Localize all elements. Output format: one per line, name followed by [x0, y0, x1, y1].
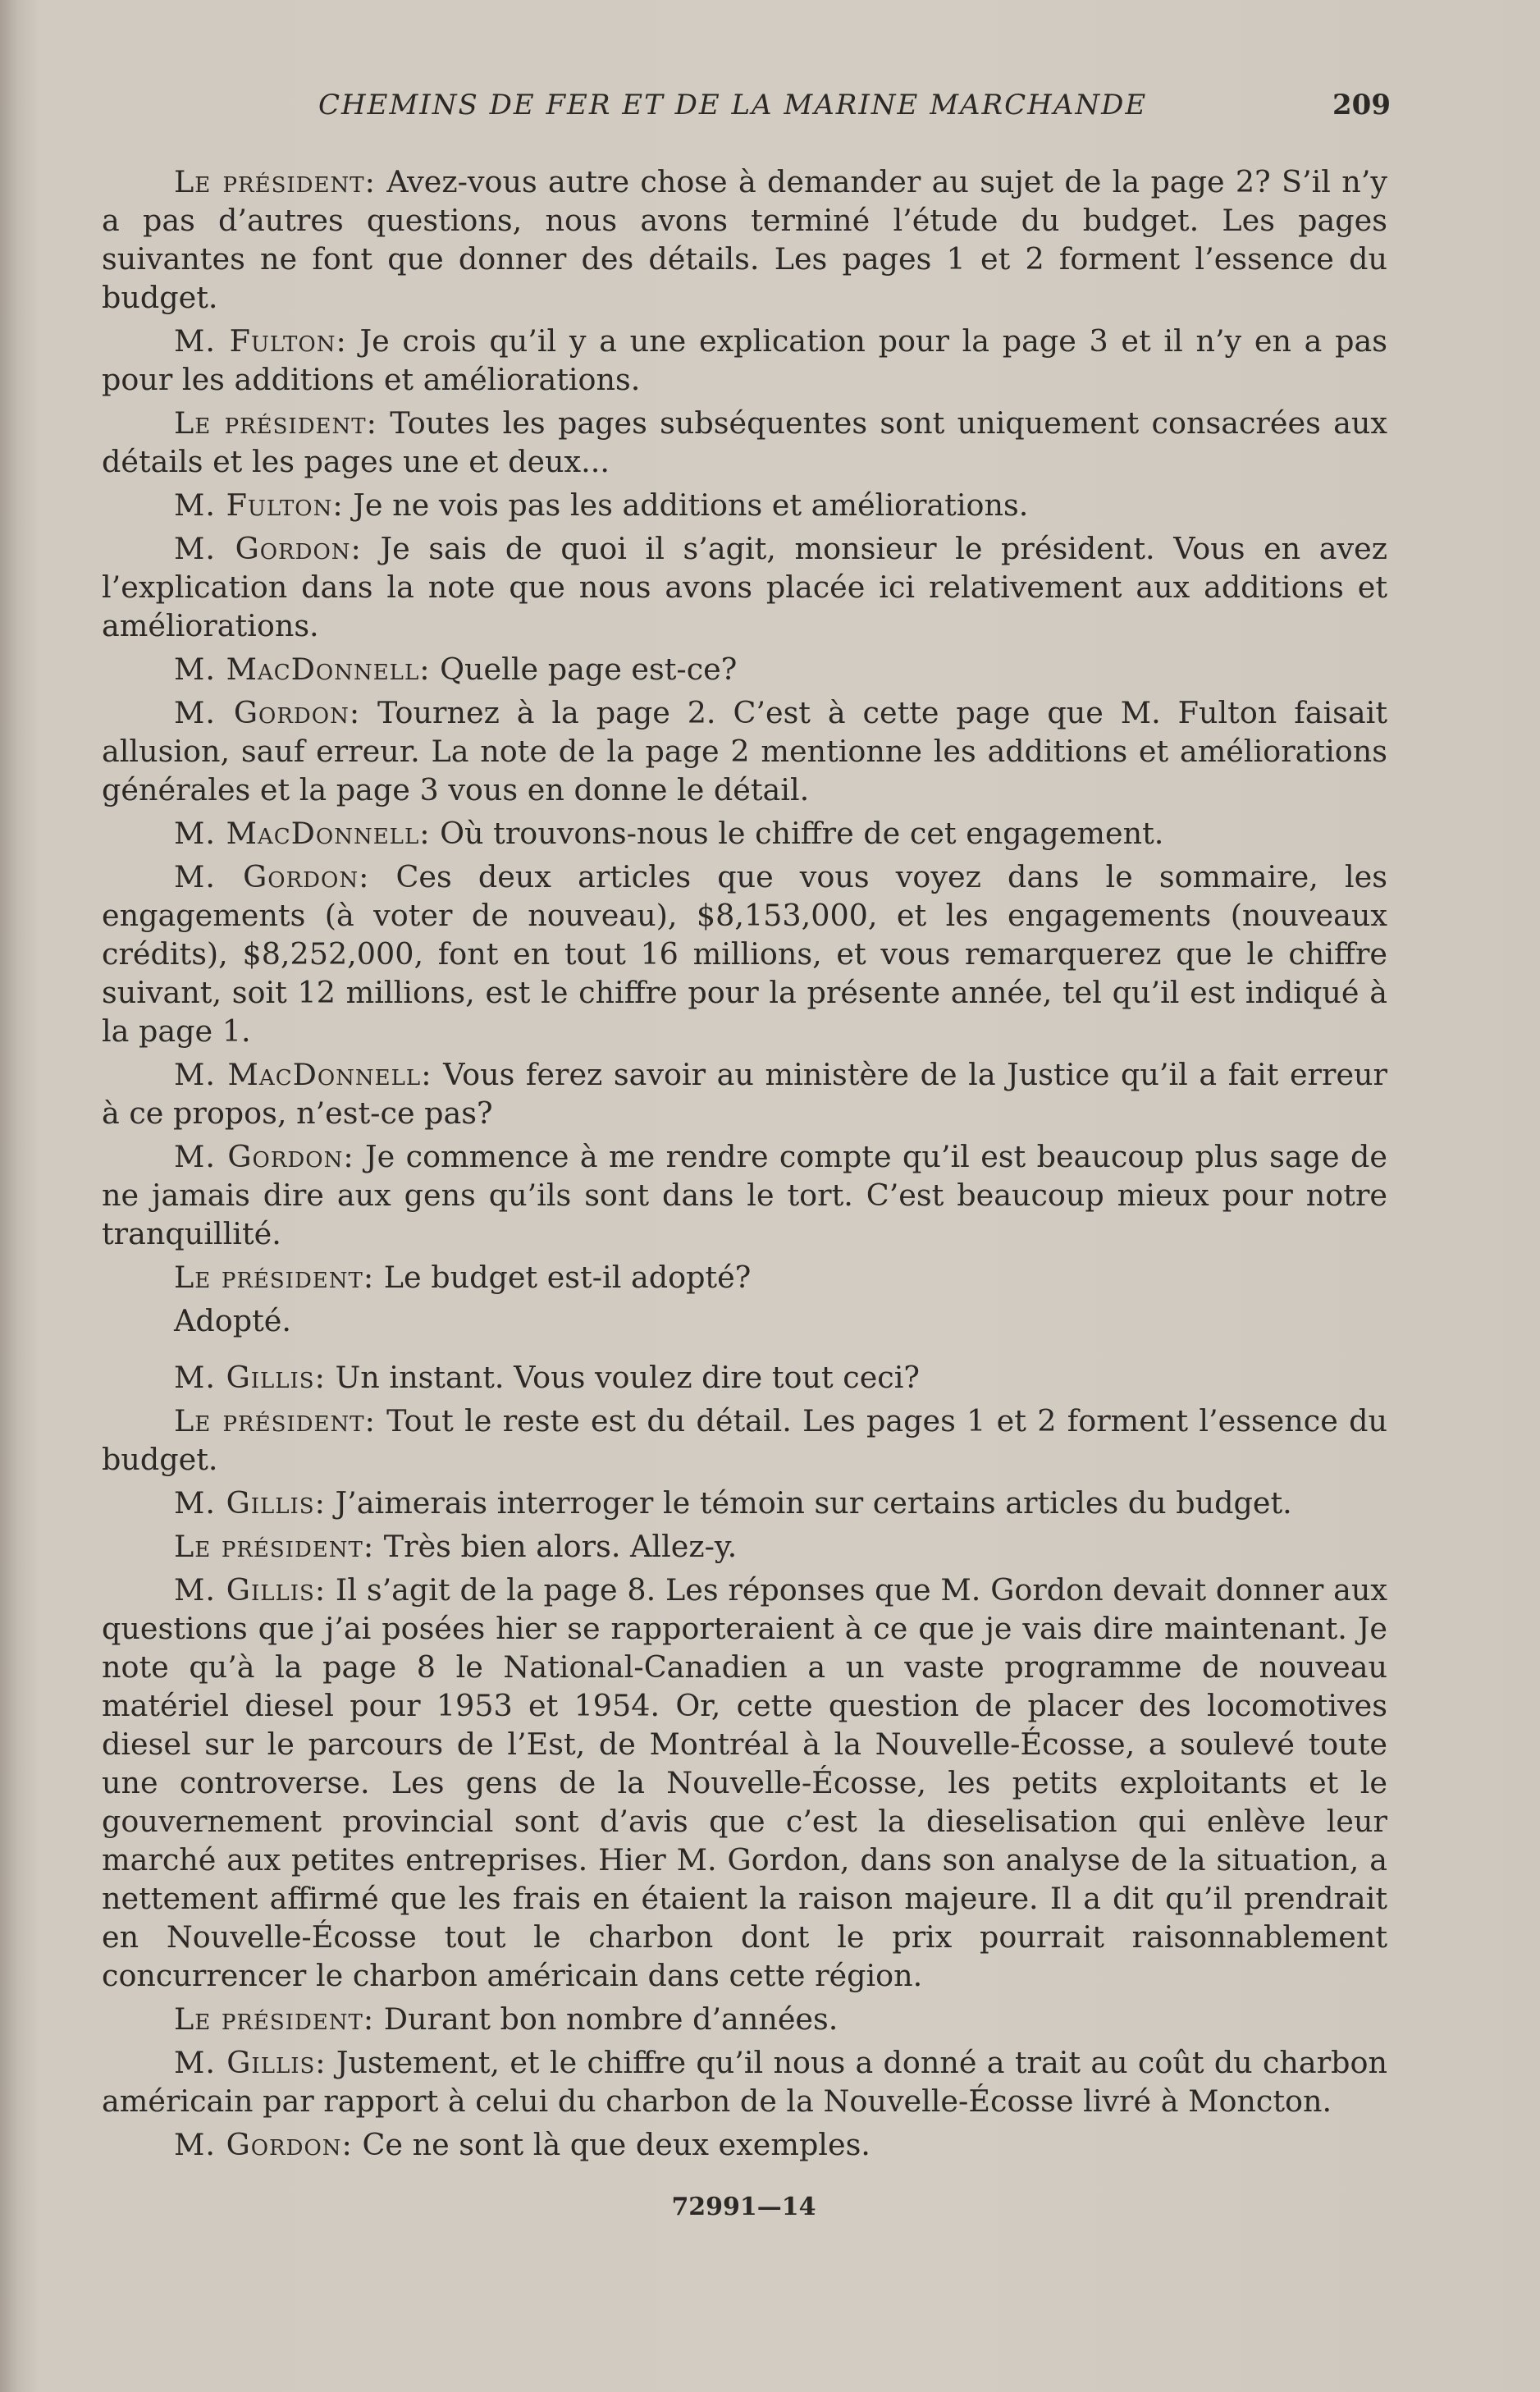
speech-text: Tournez à la page 2. C’est à cette page que M. Fulton faisait allusion, sauf erreur. La note de la page 2 mentionne les additions et améliorations générales et la page 3 vous en donne le détail.	[102, 695, 1387, 807]
speech-text: Quelle page est-ce?	[430, 652, 738, 687]
speaker-label: Le président:	[174, 2001, 375, 2037]
speech-text: Justement, et le chiffre qu’il nous a donné a trait au coût du charbon américain par rapport à celui du charbon de la Nouvelle-Écosse livré à Moncton.	[102, 2045, 1387, 2119]
speech-text: Le budget est-il adopté?	[374, 1260, 752, 1295]
transcript-paragraph	[102, 1137, 1387, 1253]
transcript-paragraph	[102, 650, 1387, 688]
transcript-paragraph	[102, 1571, 1387, 1995]
page-number: 209	[1332, 89, 1391, 121]
speaker-label: M. MacDonnell:	[174, 1057, 432, 1092]
speech-text: Je ne vois pas les additions et améliorations.	[343, 487, 1029, 523]
adopted-line: Adopté.	[174, 1303, 291, 1338]
speech-text: Je sais de quoi il s’agit, monsieur le président. Vous en avez l’explication dans la note que nous avons placée ici relativement aux additions et améliorations.	[102, 531, 1388, 643]
speech-text: Un instant. Vous voulez dire tout ceci?	[325, 1360, 920, 1395]
speaker-label: Le président:	[174, 1403, 376, 1438]
speech-text: Ce ne sont là que deux exemples.	[352, 2127, 871, 2162]
transcript-paragraph	[102, 693, 1387, 809]
speaker-label: M. Gordon:	[174, 531, 362, 566]
speech-text: Je crois qu’il y a une explication pour la page 3 et il n’y en a pas pour les additions et améliorations.	[102, 323, 1387, 397]
transcript-paragraph	[102, 1484, 1387, 1522]
transcript-paragraph	[102, 2125, 1387, 2164]
transcript-paragraph	[102, 1258, 1387, 1297]
page-header	[318, 89, 1401, 130]
speaker-label: M. MacDonnell:	[174, 652, 431, 687]
speech-text: Durant bon nombre d’années.	[374, 2001, 839, 2037]
speaker-label: Le président:	[174, 405, 377, 441]
transcript-paragraph	[102, 1402, 1387, 1479]
transcript-paragraph	[102, 1358, 1387, 1397]
speech-text: Très bien alors. Allez-y.	[374, 1529, 738, 1564]
speaker-label: M. Gillis:	[174, 1572, 327, 1608]
speech-text: Je commence à me rendre compte qu’il est beaucoup plus sage de ne jamais dire aux gens qu’ils sont dans le tort. C’est beaucoup mieux pour notre tranquillité.	[102, 1139, 1387, 1251]
speaker-label: M. Gordon:	[174, 859, 370, 894]
printer-signature: 72991—14	[671, 2193, 816, 2221]
speech-text: Ces deux articles que vous voyez dans le sommaire, les engagements (à voter de nouveau), $8,153,000, et les engagements (nouveaux crédits), $8,252,000, font en tout 16 millions, et vous remarquerez que le chiffre suivant, soit 12 millions, est le chiffre pour la présente année, tel qu’il est indiqué à la page 1.	[102, 859, 1387, 1049]
speech-text: Il s’agit de la page 8. Les réponses que M. Gordon devait donner aux questions que j’ai posées hier se rapporteraient à ce que je vais dire maintenant. Je note qu’à la page 8 le National-Canadien a un vaste programme de nouveau matériel diesel pour 1953 et 1954. Or, cette question de placer des locomotives diesel sur le parcours de l’Est, de Montréal à la Nouvelle-Écosse, a soulevé toute une controverse. Les gens de la Nouvelle-Écosse, les petits exploitants et le gouvernement provincial sont d’avis que c’est la dieselisation qui enlève leur marché aux petites entreprises. Hier M. Gordon, dans son analyse de la situation, a nettement affirmé que les frais en étaient la raison majeure. Il a dit qu’il prendrait en Nouvelle-Écosse tout le charbon dont le prix pourrait raisonnablement concurrencer le charbon américain dans cette région.	[102, 1572, 1387, 1993]
speaker-label: M. MacDonnell:	[174, 816, 431, 851]
transcript-paragraph	[102, 2043, 1387, 2120]
transcript-paragraph	[102, 486, 1387, 524]
speaker-label: M. Gillis:	[174, 1360, 326, 1395]
transcript-paragraph	[102, 1055, 1387, 1132]
speech-text: Toutes les pages subséquentes sont uniquement consacrées aux détails et les pages une et deux...	[102, 405, 1387, 479]
running-title: CHEMINS DE FER ET DE LA MARINE MARCHANDE	[318, 89, 1148, 121]
transcript-paragraph	[102, 814, 1387, 853]
speaker-label: M. Gillis:	[174, 1485, 326, 1521]
speech-text: Tout le reste est du détail. Les pages 1 et 2 forment l’essence du budget.	[102, 1403, 1388, 1477]
transcript-paragraph	[102, 858, 1387, 1050]
transcript-paragraph	[102, 1527, 1387, 1566]
speaker-label: Le président:	[174, 164, 376, 199]
speaker-label: M. Gordon:	[174, 695, 361, 730]
transcript-paragraph	[102, 322, 1387, 399]
speaker-label: M. Fulton:	[174, 487, 344, 523]
transcript-body	[102, 162, 1387, 2169]
speaker-label: M. Fulton:	[174, 323, 347, 359]
speech-text: J’aimerais interroger le témoin sur certains articles du budget.	[325, 1485, 1292, 1521]
speech-text: Vous ferez savoir au ministère de la Justice qu’il a fait erreur à ce propos, n’est-ce pas?	[102, 1057, 1388, 1131]
speaker-label: M. Gordon:	[174, 2127, 353, 2162]
speaker-label: M. Gillis:	[174, 2045, 327, 2080]
transcript-paragraph	[102, 162, 1387, 317]
speech-text: Où trouvons-nous le chiffre de cet engagement.	[430, 816, 1164, 851]
speaker-label: Le président:	[174, 1529, 375, 1564]
transcript-paragraph	[102, 2000, 1387, 2038]
speech-text: Avez-vous autre chose à demander au sujet de la page 2? S’il n’y a pas d’autres questions, nous avons terminé l’étude du budget. Les pages suivantes ne font que donner des détails. Les pages 1 et 2 forment l’essence du budget.	[102, 164, 1388, 315]
speaker-label: Le président:	[174, 1260, 375, 1295]
speaker-label: M. Gordon:	[174, 1139, 354, 1174]
transcript-paragraph	[102, 404, 1387, 481]
transcript-paragraph	[102, 529, 1387, 645]
